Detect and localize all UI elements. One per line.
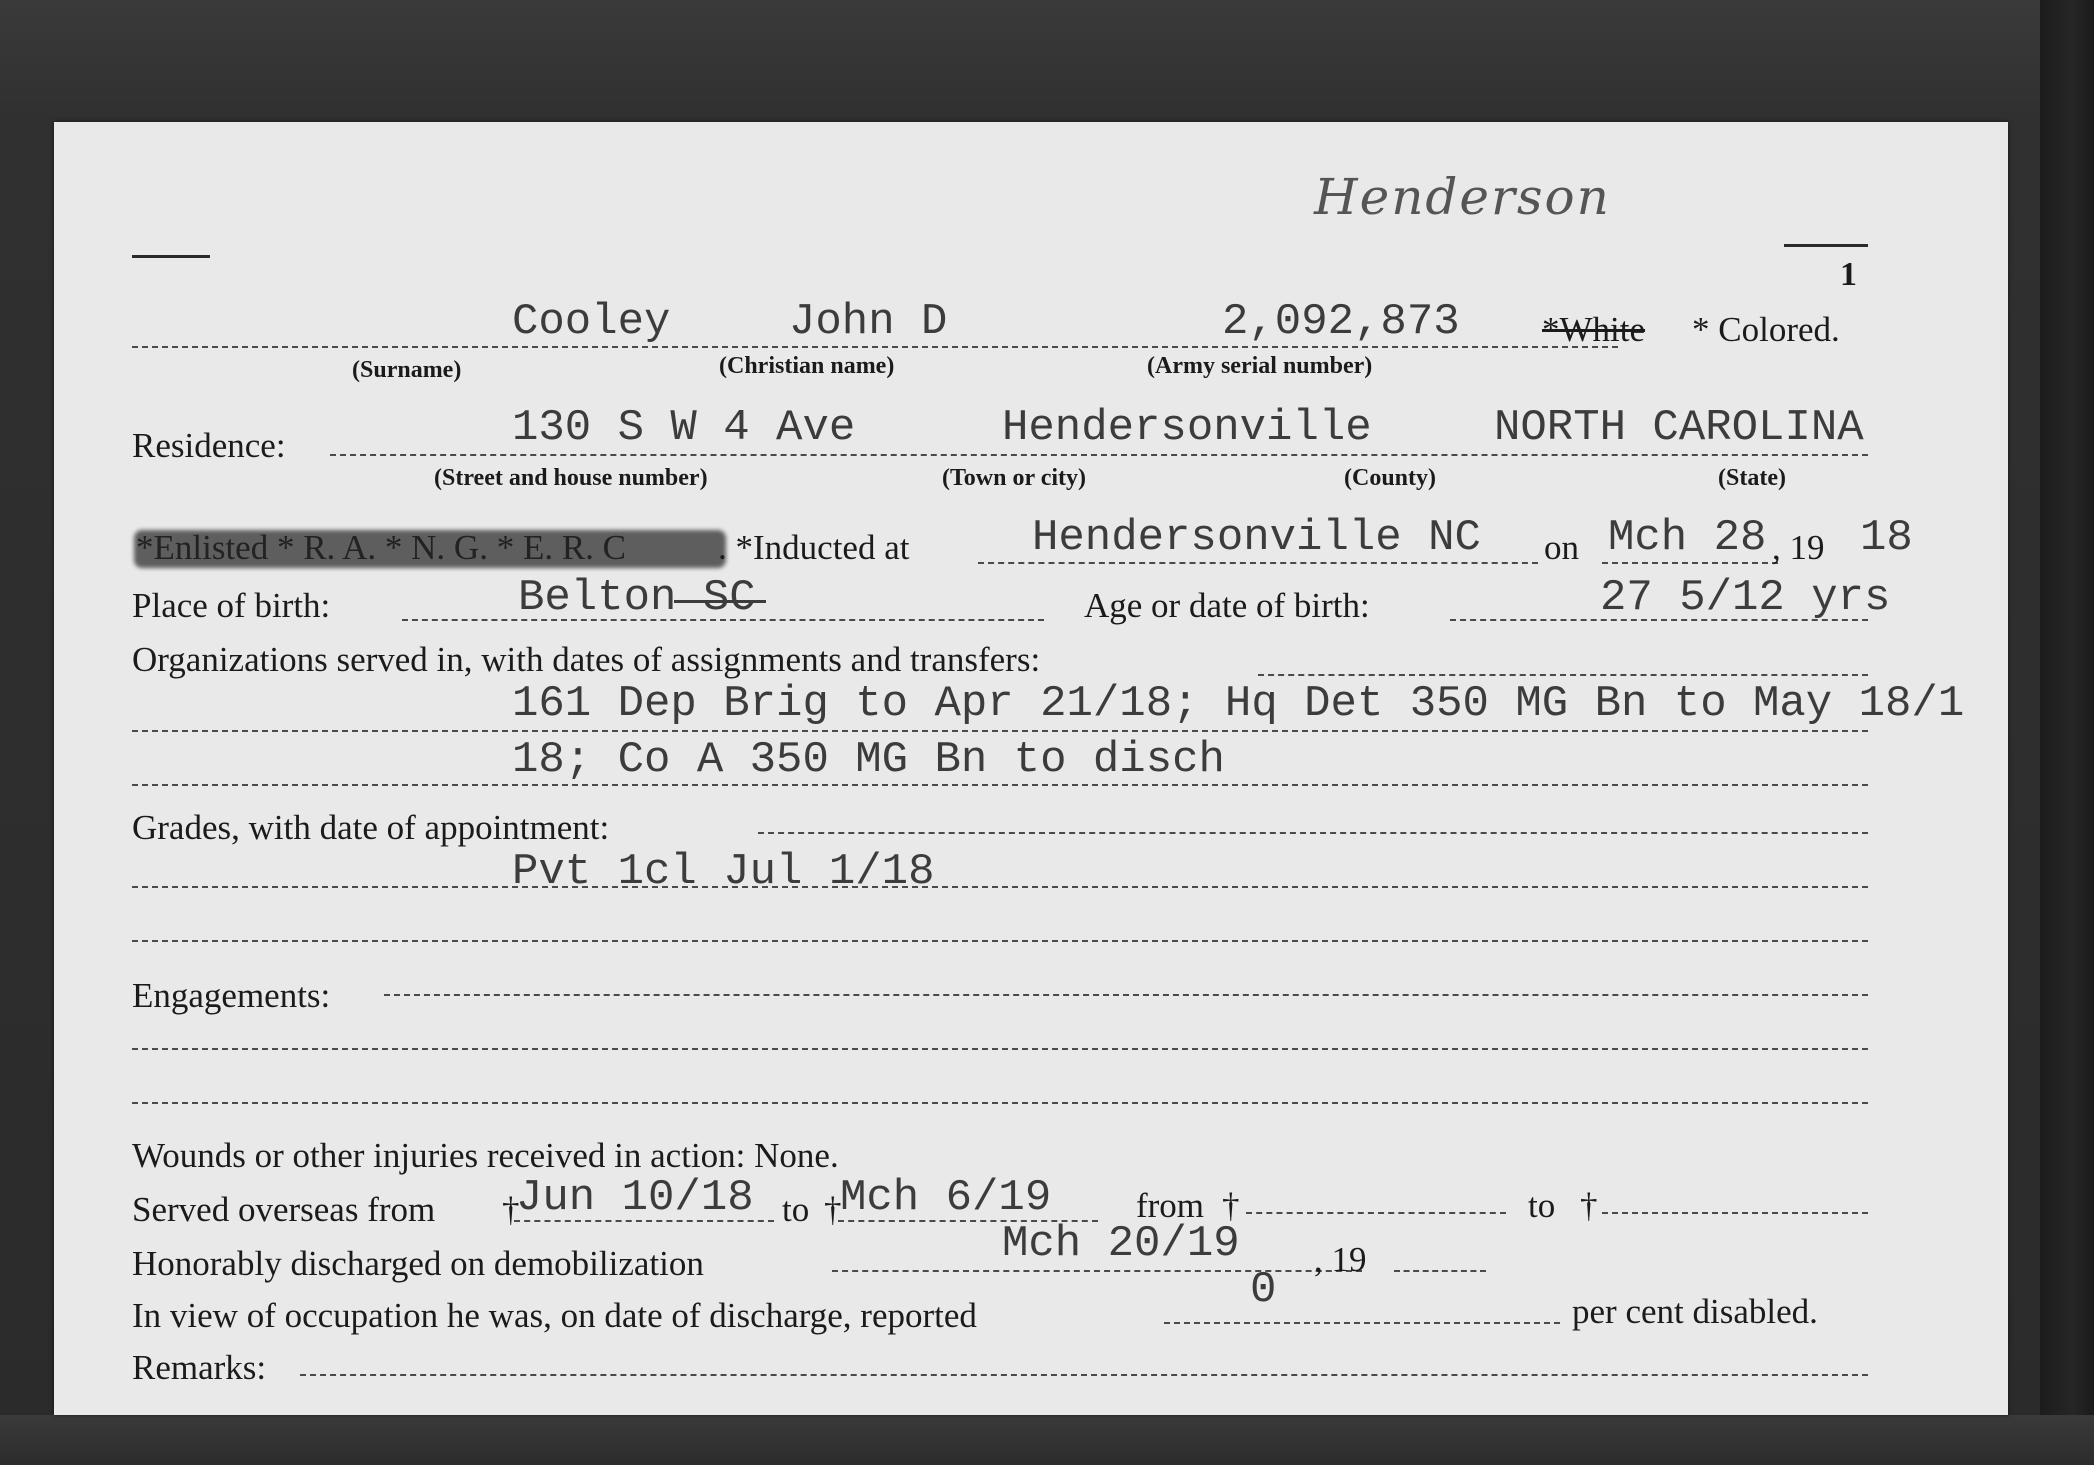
grades-rule-1 [132, 886, 1868, 888]
birthplace-label: Place of birth: [132, 586, 331, 625]
overseas-to-value: Mch 6/19 [840, 1173, 1052, 1223]
inducted-date-line [1602, 562, 1778, 564]
discharge-date: Mch 20/19 [1002, 1219, 1240, 1269]
overseas-label: Served overseas from [132, 1190, 436, 1229]
organizations-label: Organizations served in, with dates of assignments and transfers: [132, 640, 1041, 679]
second-to-label: to [1528, 1186, 1556, 1225]
on-label: on [1544, 528, 1579, 567]
inducted-date: Mch 28 [1608, 513, 1767, 563]
discharge-year-prefix: , 19 [1314, 1240, 1367, 1279]
disability-label: In view of occupation he was, on date of discharge, reported [132, 1296, 977, 1335]
residence-town: Hendersonville [1002, 403, 1372, 453]
wounds-statement: Wounds or other injuries received in action: None. [132, 1136, 839, 1175]
birthplace-line [402, 619, 1044, 621]
age-value: 27 5/12 yrs [1600, 573, 1891, 623]
surname-value: Cooley [512, 297, 671, 347]
service-record-card [54, 122, 2008, 1415]
top-left-rule [132, 255, 210, 258]
overseas-dagger-3: † [1222, 1186, 1240, 1225]
engagements-rule-2 [132, 1102, 1868, 1104]
disability-suffix: per cent disabled. [1572, 1292, 1818, 1331]
card-number: 1 [1840, 256, 1857, 293]
remarks-label: Remarks: [132, 1348, 267, 1387]
year-prefix: , 19 [1772, 528, 1825, 567]
overseas-to-label: to [782, 1190, 810, 1229]
state-caption: (State) [1718, 465, 1786, 491]
birthplace-value: Belton SC [518, 573, 756, 623]
organizations-rule-2 [132, 784, 1868, 786]
overseas-from-value: Jun 10/18 [516, 1173, 754, 1223]
engagements-label: Engagements: [132, 976, 331, 1015]
age-label: Age or date of birth: [1084, 586, 1370, 625]
handwritten-town: Henderson [1314, 168, 1611, 226]
organizations-label-line [1258, 674, 1868, 676]
grades-value: Pvt 1cl Jul 1/18 [512, 847, 935, 897]
engagements-rule-1 [132, 1048, 1868, 1050]
race-white-struck: *White [1542, 310, 1646, 349]
overseas-dagger-1: † [502, 1190, 520, 1229]
residence-state: NORTH CAROLINA [1494, 403, 1864, 453]
discharge-line [832, 1270, 1362, 1272]
surname-caption: (Surname) [352, 357, 462, 383]
grades-label-line [758, 832, 1868, 834]
serial-number-value: 2,092,873 [1222, 297, 1460, 347]
disability-value: 0 [1250, 1265, 1277, 1315]
card-number-rule [1784, 244, 1868, 247]
organizations-line-2: 18; Co A 350 MG Bn to disch [512, 735, 1225, 785]
scan-edge-bottom [0, 1415, 2094, 1465]
residence-street: 130 S W 4 Ave [512, 403, 856, 453]
discharge-label: Honorably discharged on demobilization [132, 1244, 704, 1283]
organizations-line-1: 161 Dep Brig to Apr 21/18; Hq Det 350 MG Bn to May 18/1 [512, 679, 1965, 729]
residence-label: Residence: [132, 426, 286, 465]
enlisted-struck: *Enlisted * R. A. * N. G. * E. R. C [136, 528, 627, 567]
second-from-line [1246, 1212, 1506, 1214]
grades-rule-2 [132, 940, 1868, 942]
remarks-line [300, 1374, 1868, 1376]
christian-name-value: John D [789, 297, 948, 347]
inducted-place-line [978, 562, 1538, 564]
scan-edge-right [2040, 0, 2094, 1465]
race-colored: * Colored. [1692, 310, 1840, 349]
inducted-place: Hendersonville NC [1032, 513, 1481, 563]
inducted-label: . *Inducted at [718, 528, 910, 567]
county-caption: (County) [1344, 465, 1437, 491]
residence-line [330, 454, 1868, 456]
overseas-from-line [514, 1220, 774, 1222]
overseas-dagger-2: † [824, 1190, 842, 1229]
discharge-year-line [1394, 1270, 1486, 1272]
organizations-rule-1 [132, 730, 1868, 732]
christian-name-caption: (Christian name) [719, 353, 895, 379]
second-to-line [1602, 1212, 1868, 1214]
age-line [1450, 619, 1868, 621]
year-suffix: 18 [1860, 513, 1913, 563]
disability-line [1164, 1322, 1560, 1324]
name-line [132, 346, 1618, 348]
engagements-line [384, 994, 1868, 996]
overseas-dagger-4: † [1580, 1186, 1598, 1225]
birthplace-strike [674, 600, 766, 603]
street-caption: (Street and house number) [434, 465, 708, 491]
serial-number-caption: (Army serial number) [1147, 353, 1373, 379]
town-caption: (Town or city) [942, 465, 1086, 491]
second-from-label: from [1136, 1186, 1205, 1225]
grades-label: Grades, with date of appointment: [132, 808, 610, 847]
